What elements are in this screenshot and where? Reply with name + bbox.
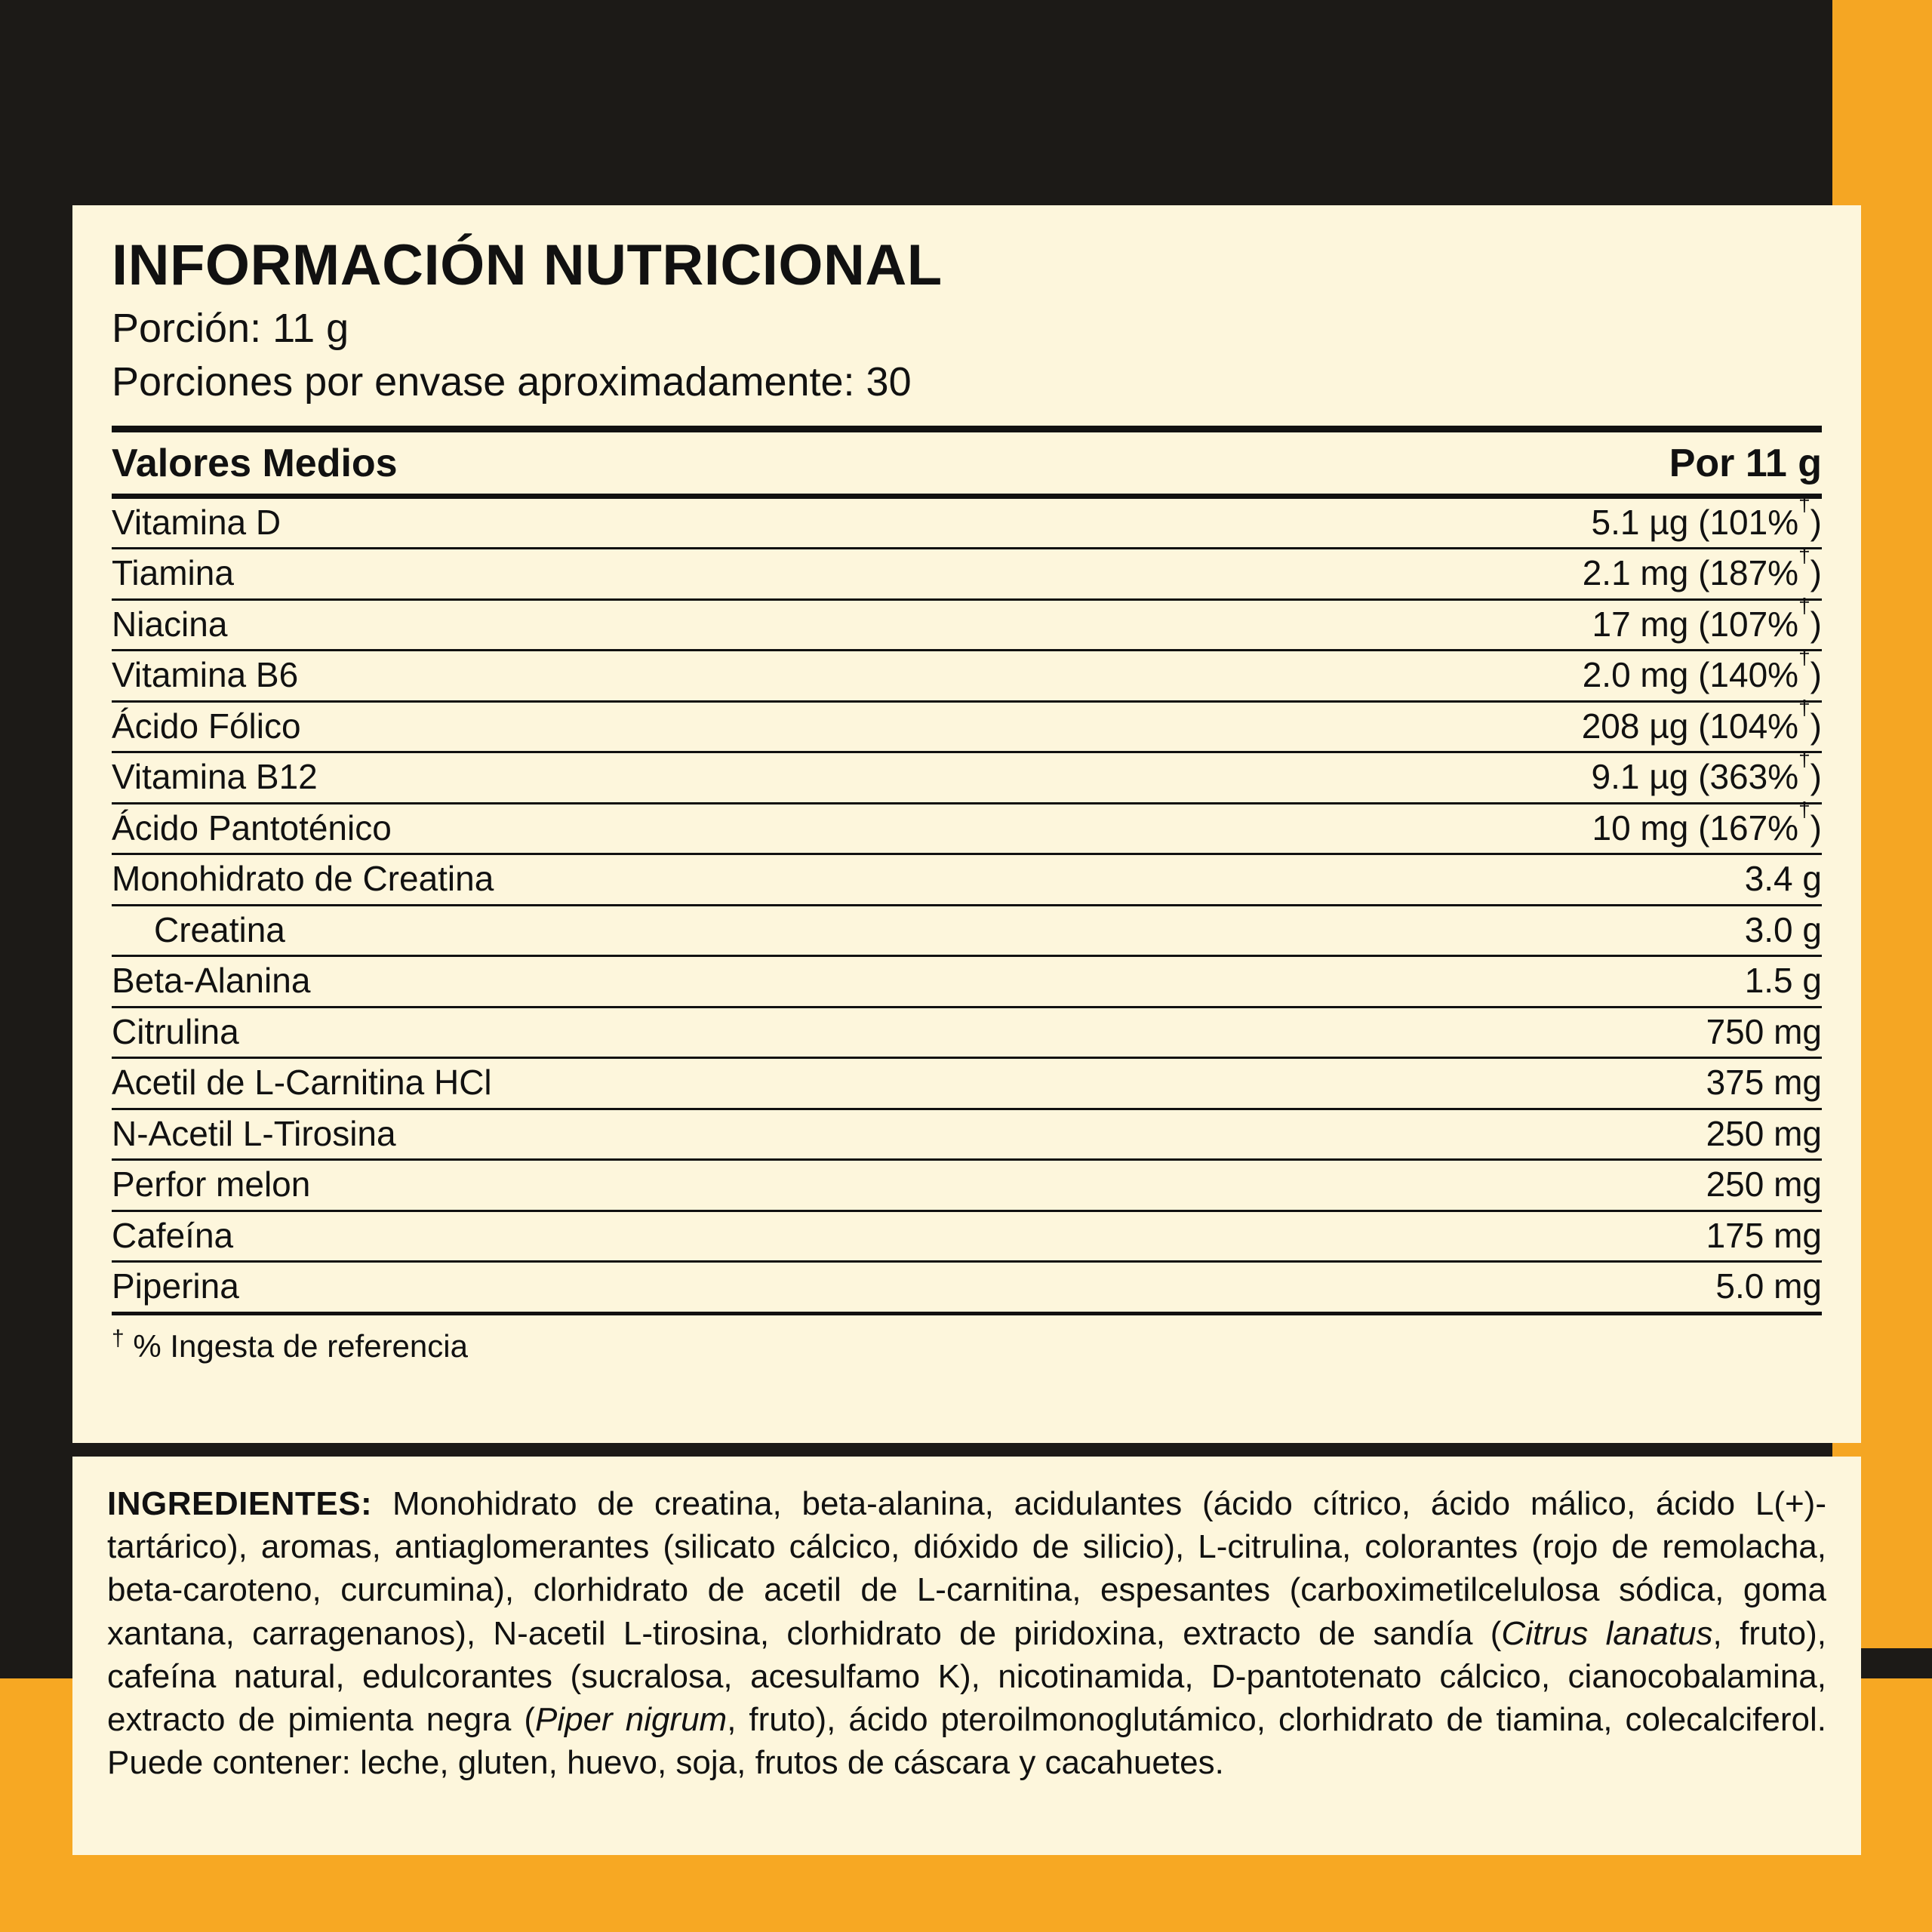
table-row [112,1160,1822,1211]
nutrient-value [1161,645,1822,702]
nutrient-amount: 10 mg (167% [1592,808,1799,848]
nutrient-name: Cafeína [112,1211,1161,1262]
nutrient-name: Vitamina B12 [112,752,1161,804]
nutrient-name: Piperina [112,1262,1161,1314]
nutrient-amount: 2.1 mg (187% [1582,553,1799,593]
nutrient-value [1161,696,1822,752]
nutrient-name: Ácido Pantoténico [112,803,1161,854]
nutrition-facts-panel [72,205,1861,1443]
table-row [112,1058,1822,1109]
ingredients-italic-2: Piper nigrum [534,1700,728,1738]
nutrient-value [1161,905,1822,956]
table-row [112,1007,1822,1058]
column-header-value: Por 11 g [1161,429,1822,496]
nutrient-amount-tail: ) [1810,553,1822,593]
table-row [112,1262,1822,1314]
nutrient-amount: 375 mg [1706,1063,1822,1103]
table-row [112,1211,1822,1262]
servings-per-container: Porciones por envase aproximadamente: 30 [112,359,912,405]
footnote-text: % Ingesta de referencia [133,1327,468,1364]
reference-intake-marker: † [1798,696,1810,720]
nutrient-amount: 5.0 mg [1715,1266,1822,1306]
nutrient-value [1161,798,1822,854]
nutrient-amount: 175 mg [1706,1215,1822,1255]
nutrient-amount: 9.1 µg (363% [1591,757,1799,797]
nutrient-value [1161,1160,1822,1211]
page-title: INFORMACIÓN NUTRICIONAL [112,233,943,297]
table-row [112,956,1822,1008]
nutrient-amount: 750 mg [1706,1011,1822,1051]
nutrient-name: Ácido Fólico [112,701,1161,752]
nutrient-value [1161,594,1822,651]
nutrient-name: Tiamina [112,549,1161,600]
nutrient-amount-tail: ) [1810,706,1822,746]
nutrient-value [1161,492,1822,549]
table-row [112,496,1822,549]
nutrient-name: Monohidrato de Creatina [112,854,1161,906]
nutrition-table [112,426,1822,1315]
table-row [112,599,1822,651]
nutrient-amount: 5.1 µg (101% [1591,502,1799,542]
table-row [112,803,1822,854]
table-row [112,651,1822,702]
nutrient-name: Perfor melon [112,1160,1161,1211]
nutrient-name: Acetil de L-Carnitina HCl [112,1058,1161,1109]
nutrient-value [1161,1211,1822,1262]
nutrient-amount-tail: ) [1810,808,1822,848]
nutrient-value [1161,1262,1822,1314]
nutrient-amount: 1.5 g [1744,961,1822,1001]
ingredients-text [107,1482,1826,1784]
table-header-row [112,429,1822,496]
reference-intake-marker: † [1798,798,1810,822]
reference-intake-marker: † [1798,645,1810,669]
nutrient-amount: 3.4 g [1744,859,1822,899]
nutrient-amount: 250 mg [1706,1113,1822,1153]
nutrient-amount-tail: ) [1810,655,1822,695]
table-row [112,854,1822,906]
ingredients-heading: INGREDIENTES: [107,1485,373,1522]
nutrient-name: Citrulina [112,1007,1161,1058]
ingredients-body-2: , fruto), cafeína natural, edulcorantes (sucralosa, acesulfamo K), nicotinamida, D-pantotenato cálcico, cianocobalamina, extracto de pimienta negra ( [107,1614,1826,1738]
nutrient-value [1161,1109,1822,1160]
table-row [112,701,1822,752]
nutrient-name: Vitamina D [112,496,1161,549]
footnote-marker: † [112,1325,125,1351]
column-header-name: Valores Medios [112,429,1161,496]
nutrient-name: Beta-Alanina [112,956,1161,1008]
nutrient-amount-tail: ) [1810,604,1822,644]
table-row [112,549,1822,600]
reference-intake-marker: † [1798,492,1810,516]
table-row [112,752,1822,804]
table-row [112,1109,1822,1160]
nutrient-value [1161,746,1822,804]
ingredients-body-1: Monohidrato de creatina, beta-alanina, acidulantes (ácido cítrico, ácido málico, ácido L(+)-tartárico), aromas, antiaglomerantes (silicato cálcico, dióxido de silicio), L-citrulina, colorantes (rojo de remolacha, beta-caroteno, curcumina), clorhidrato de acetil de L-carnitina, espesantes (carboximetilcelulosa sódica, goma xantana, carragenanos), N-acetil L-tirosina, clorhidrato de piridoxina, extracto de sandía ( [107,1485,1826,1652]
nutrient-name: Niacina [112,599,1161,651]
nutrient-amount: 3.0 g [1744,909,1822,949]
nutrient-amount: 2.0 mg (140% [1582,655,1799,695]
serving-size: Porción: 11 g [112,305,349,351]
nutrient-amount: 250 mg [1706,1164,1822,1204]
nutrient-name: N-Acetil L-Tirosina [112,1109,1161,1160]
footnote [112,1326,1822,1364]
reference-intake-marker: † [1798,594,1810,618]
nutrient-value [1161,1007,1822,1058]
nutrient-name: Creatina [112,905,1161,956]
ingredients-panel [72,1457,1861,1855]
reference-intake-marker: † [1798,543,1810,567]
nutrient-amount: 208 µg (104% [1581,706,1799,746]
nutrient-name: Vitamina B6 [112,651,1161,702]
reference-intake-marker: † [1798,746,1810,771]
nutrient-value [1161,1058,1822,1109]
ingredients-italic-1: Citrus lanatus [1501,1614,1713,1652]
nutrient-value [1161,956,1822,1008]
ingredients-body-3: , fruto), ácido pteroilmonoglutámico, clorhidrato de tiamina, colecalciferol. Puede contener: leche, gluten, huevo, soja, frutos de cáscara y cacahuetes. [107,1700,1827,1782]
nutrient-value [1161,543,1822,600]
nutrient-amount-tail: ) [1810,502,1822,542]
nutrient-amount: 17 mg (107% [1592,604,1799,644]
table-row [112,905,1822,956]
nutrient-amount-tail: ) [1810,757,1822,797]
nutrient-value [1161,854,1822,906]
